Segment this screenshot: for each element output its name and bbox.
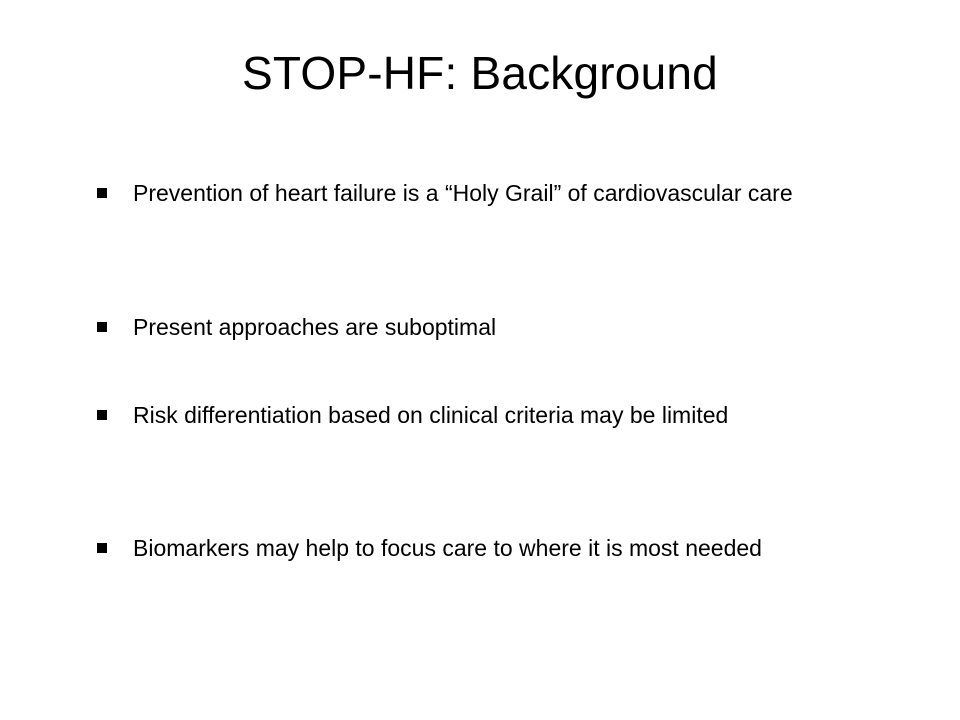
bullet-text: Present approaches are suboptimal	[133, 314, 497, 340]
square-bullet-icon	[97, 188, 107, 198]
bullet-item	[97, 310, 857, 344]
square-bullet-icon	[97, 322, 107, 332]
slide-title: STOP-HF: Background	[242, 47, 718, 99]
bullet-item	[97, 176, 857, 210]
square-bullet-icon	[97, 543, 107, 553]
bullet-text: Risk differentiation based on clinical criteria may be limited	[133, 402, 729, 428]
bullet-text: Biomarkers may help to focus care to where it is most needed	[133, 535, 762, 561]
bullet-item	[97, 398, 857, 432]
bullet-text: Prevention of heart failure is a “Holy Grail” of cardiovascular care	[133, 180, 793, 206]
bullet-item	[97, 531, 857, 565]
square-bullet-icon	[97, 410, 107, 420]
